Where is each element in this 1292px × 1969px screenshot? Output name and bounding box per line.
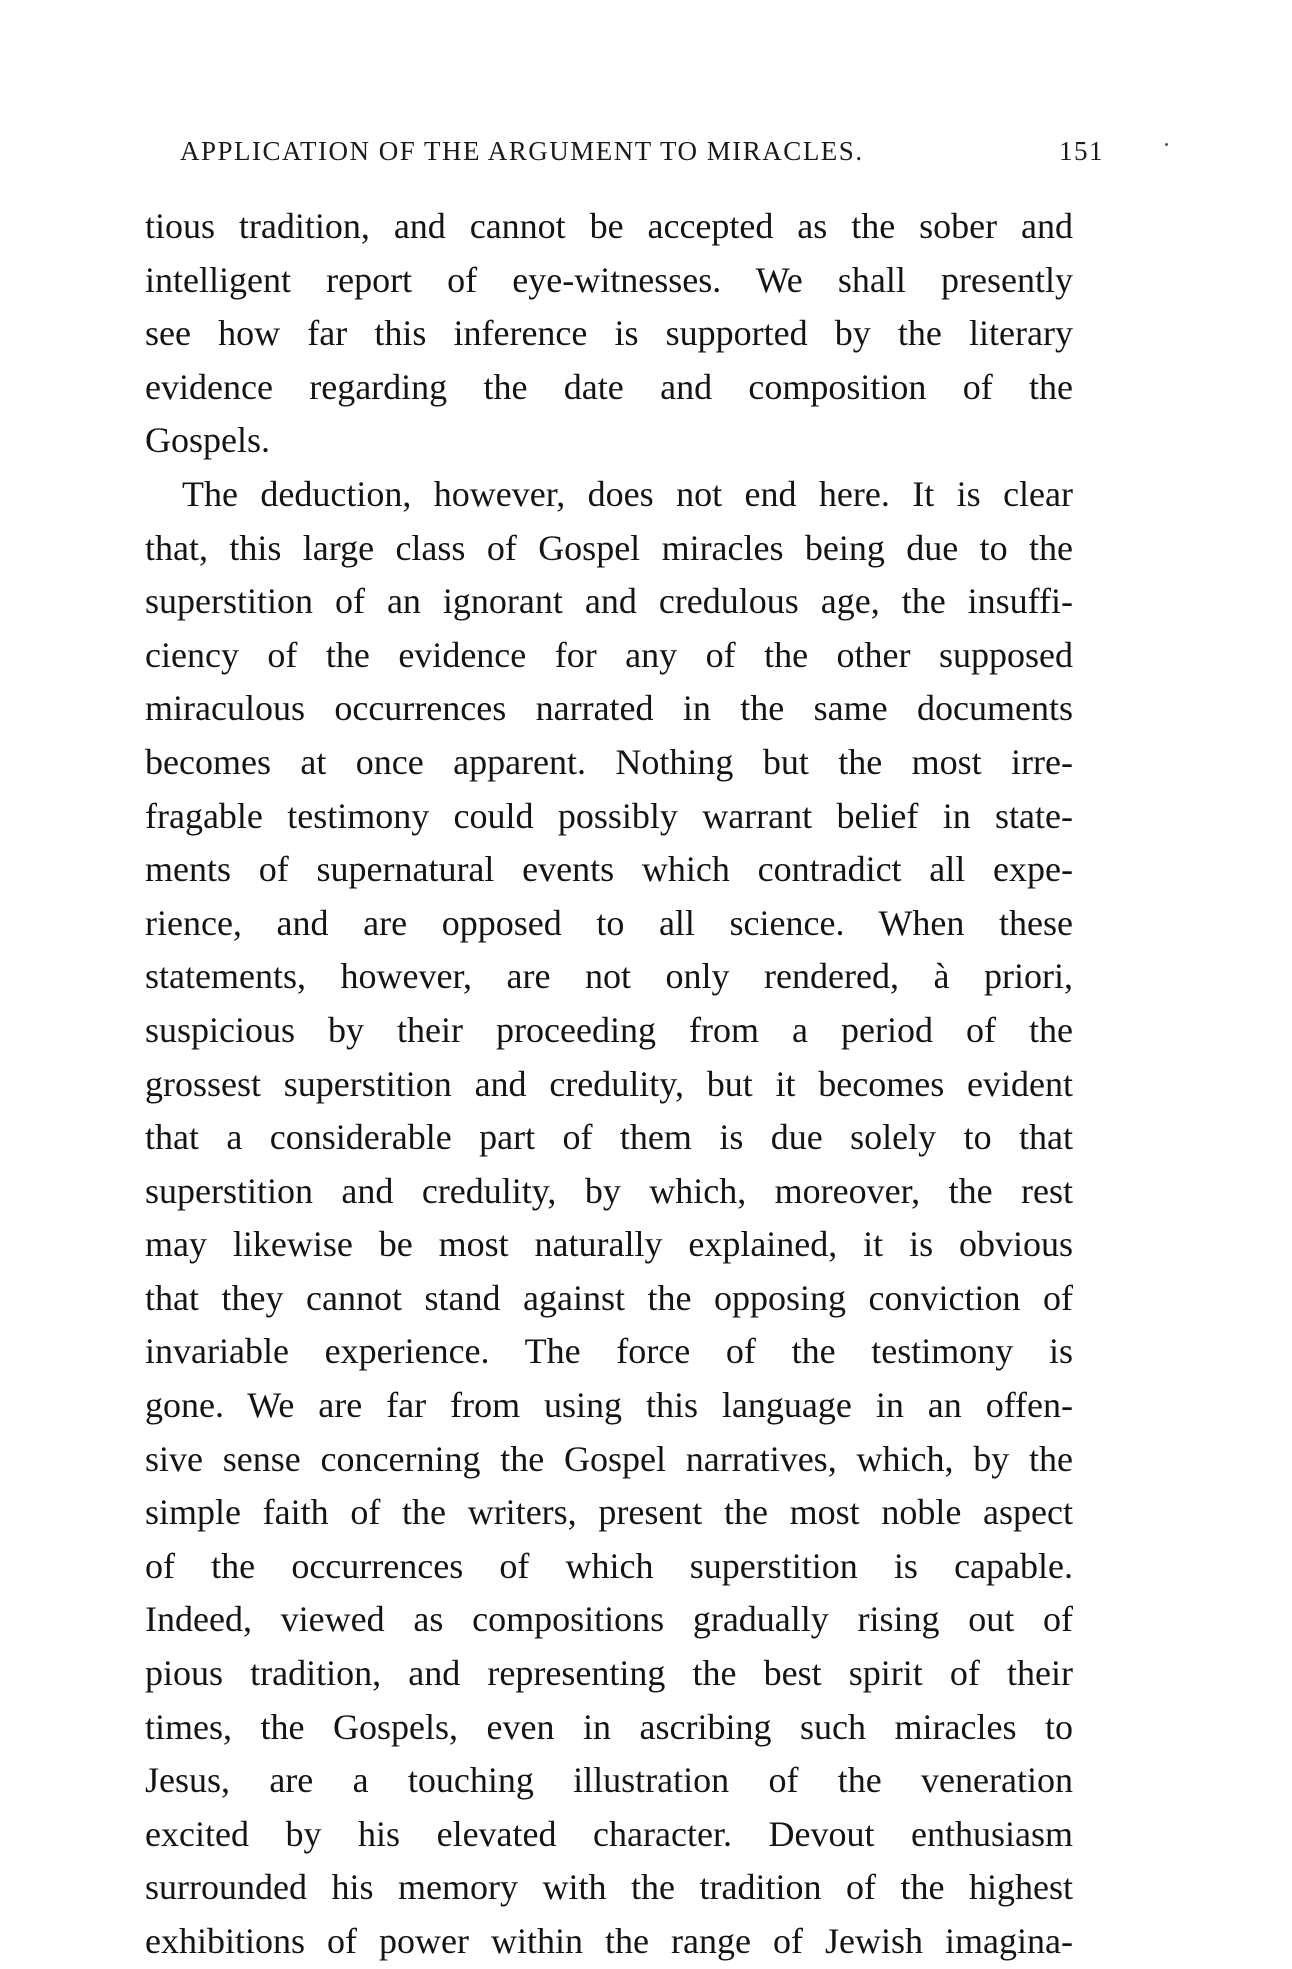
text-line: that a considerable part of them is due solely to that	[145, 1117, 1073, 1158]
text-line: Gospels.	[145, 420, 270, 461]
text-line: times, the Gospels, even in ascribing such miracles to	[145, 1706, 1073, 1747]
text-line: superstition and credulity, by which, moreover, the rest	[145, 1170, 1073, 1211]
page-number: 151	[1059, 136, 1104, 166]
running-head	[180, 136, 1104, 176]
text-line: surrounded his memory with the tradition of the highest	[145, 1867, 1073, 1908]
text-line: that, this large class of Gospel miracles being due to the	[145, 527, 1073, 568]
text-line: that they cannot stand against the opposing conviction of	[145, 1277, 1073, 1318]
text-line: grossest superstition and credulity, but it becomes evident	[145, 1063, 1073, 1104]
text-line: evidence regarding the date and composition of the	[145, 366, 1073, 407]
text-line: suspicious by their proceeding from a period of the	[145, 1009, 1073, 1050]
text-line: The deduction, however, does not end here. It is clear	[182, 473, 1073, 514]
text-line: gone. We are far from using this language in an offen-	[145, 1385, 1073, 1426]
text-line: see how far this inference is supported by the literary	[145, 313, 1073, 354]
text-line: excited by his elevated character. Devout enthusiasm	[145, 1813, 1073, 1854]
text-line: exhibitions of power within the range of Jewish imagina-	[145, 1921, 1073, 1961]
text-line: pious tradition, and representing the best spirit of their	[145, 1653, 1073, 1694]
text-line: becomes at once apparent. Nothing but the most irre-	[145, 741, 1073, 782]
text-line: sive sense concerning the Gospel narratives, which, by the	[145, 1438, 1073, 1479]
text-line: simple faith of the writers, present the most noble aspect	[145, 1492, 1073, 1533]
text-line: of the occurrences of which superstition is capable.	[145, 1545, 1073, 1586]
text-line: may likewise be most naturally explained, it is obvious	[145, 1224, 1073, 1265]
text-line: miraculous occurrences narrated in the same documents	[145, 688, 1073, 729]
text-line: Indeed, viewed as compositions gradually rising out of	[145, 1599, 1073, 1640]
body-text	[145, 200, 1073, 1969]
text-line: ciency of the evidence for any of the other supposed	[145, 634, 1073, 675]
text-line: ments of supernatural events which contradict all expe-	[145, 849, 1073, 890]
text-line: Jesus, are a touching illustration of the veneration	[145, 1760, 1073, 1801]
running-head-title: APPLICATION OF THE ARGUMENT TO MIRACLES.	[180, 136, 864, 166]
text-line: tious tradition, and cannot be accepted as the sober and	[145, 206, 1073, 246]
text-line: statements, however, are not only rendered, à priori,	[145, 956, 1073, 997]
text-line: intelligent report of eye-witnesses. We shall presently	[145, 259, 1073, 300]
print-speck	[1165, 143, 1168, 146]
text-line: superstition of an ignorant and credulous age, the insuffi-	[145, 581, 1073, 622]
text-line: fragable testimony could possibly warrant belief in state-	[145, 795, 1073, 836]
text-line: rience, and are opposed to all science. When these	[145, 902, 1073, 943]
text-line: invariable experience. The force of the testimony is	[145, 1331, 1073, 1372]
